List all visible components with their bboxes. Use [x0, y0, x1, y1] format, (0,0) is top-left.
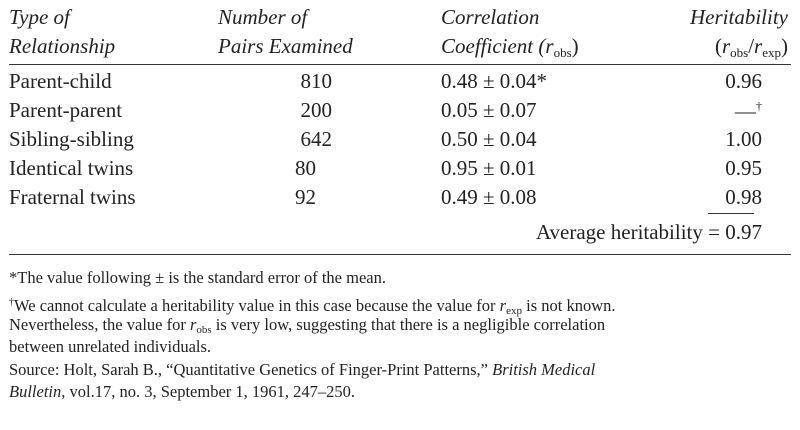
cell-heritability: 0.96	[725, 69, 762, 93]
cell-pairs: 92	[295, 185, 316, 209]
header-heritability-line2: $(r_{obs}/r_{exp})$	[714, 34, 788, 60]
header-correlation-line2: Coefficient $(r_{obs})$	[441, 34, 579, 60]
sum-underline	[708, 213, 754, 214]
cell-heritability: 1.00	[725, 127, 762, 151]
cell-correlation: 0.05 ± 0.07	[441, 98, 537, 122]
table-bottom-rule	[9, 254, 791, 255]
source-line: Source: Holt, Sarah B., “Quantitative Genetics of Finger-Print Patterns,” British Medical	[9, 360, 596, 379]
footnote-dagger-end: between unrelated individuals.	[9, 337, 212, 356]
header-heritability-line1: Heritability	[690, 5, 788, 29]
footnote-standard-error: *The value following ± is the standard error of the mean.	[9, 268, 386, 287]
cell-correlation: 0.50 ± 0.04	[441, 127, 537, 151]
cell-heritability: —†	[735, 99, 762, 123]
header-rule	[9, 64, 791, 65]
cell-pairs: 200	[300, 98, 332, 122]
cell-relationship: Fraternal twins	[9, 185, 136, 209]
dagger-mark: †	[756, 99, 762, 113]
cell-pairs: 80	[295, 156, 316, 180]
cell-correlation: 0.48 ± 0.04*	[441, 69, 548, 93]
cell-correlation: 0.49 ± 0.08	[441, 185, 537, 209]
cell-heritability: 0.98	[725, 185, 762, 209]
footnote-dagger-cont: Nevertheless, the value for robs is very low, suggesting that there is a negligible correlation	[9, 315, 606, 336]
cell-relationship: Sibling-sibling	[9, 127, 134, 151]
header-pairs-line2: Pairs Examined	[218, 34, 353, 58]
average-heritability: Average heritability = 0.97	[535, 220, 762, 244]
footnote-dagger: †We cannot calculate a heritability value in this case because the value for rexp is not known.	[9, 296, 616, 317]
cell-relationship: Parent-child	[9, 69, 112, 93]
cell-relationship: Identical twins	[9, 156, 134, 180]
cell-pairs: 642	[300, 127, 332, 151]
cell-correlation: 0.95 ± 0.01	[441, 156, 537, 180]
source-line-cont: Bulletin, vol.17, no. 3, September 1, 1961, 247–250.	[9, 382, 356, 401]
header-type-line1: Type of	[9, 5, 70, 29]
cell-heritability: 0.95	[725, 156, 762, 180]
cell-relationship: Parent-parent	[9, 98, 123, 122]
header-pairs-line1: Number of	[218, 5, 308, 29]
cell-pairs: 810	[300, 69, 332, 93]
header-type-line2: Relationship	[9, 34, 116, 58]
header-correlation-line1: Correlation	[441, 5, 540, 29]
